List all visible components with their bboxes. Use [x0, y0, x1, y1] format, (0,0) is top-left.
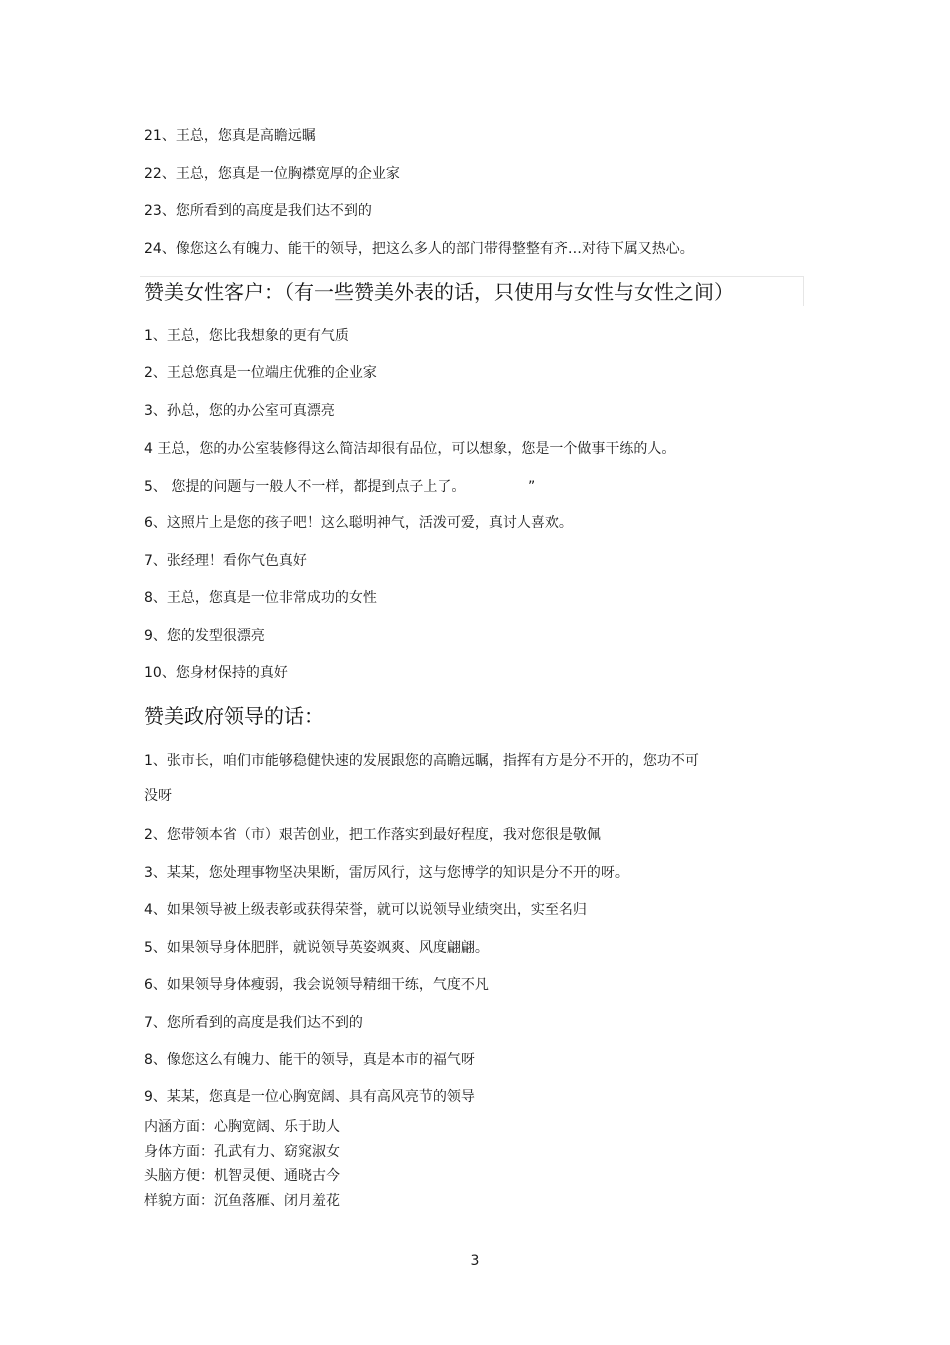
stray-quote-mark: ”	[528, 479, 536, 495]
gov-item-2: 2、您带领本省（市）艰苦创业，把工作落实到最好程度，我对您很是敬佩	[144, 827, 601, 843]
women-item-2: 2、王总您真是一位端庄优雅的企业家	[144, 365, 377, 381]
gov-item-6: 6、如果领导身体瘦弱，我会说领导精细干练，气度不凡	[144, 977, 489, 993]
gov-item-8: 8、像您这么有魄力、能干的领导，真是本市的福气呀	[144, 1052, 475, 1068]
gov-item-1-continued: 没呀	[144, 788, 172, 804]
women-item-4: 4 王总，您的办公室装修得这么简洁却很有品位，可以想象，您是一个做事干练的人。	[144, 441, 676, 457]
aspect-line-mind: 头脑方便：机智灵便、通晓古今	[144, 1168, 340, 1184]
gov-item-3: 3、某某，您处理事物坚决果断，雷厉风行，这与您博学的知识是分不开的呀。	[144, 865, 629, 881]
aspect-line-inner: 内涵方面：心胸宽阔、乐于助人	[144, 1119, 340, 1135]
women-item-5: 5、 您提的问题与一般人不一样，都提到点子上了。	[144, 479, 466, 495]
women-item-7: 7、张经理！看你气色真好	[144, 553, 307, 569]
women-item-6: 6、这照片上是您的孩子吧！这么聪明神气，活泼可爱，真讨人喜欢。	[144, 515, 573, 531]
gov-item-4: 4、如果领导被上级表彰或获得荣誉，就可以说领导业绩突出，实至名归	[144, 902, 587, 918]
gov-item-5: 5、如果领导身体肥胖，就说领导英姿飒爽、风度翩翩。	[144, 940, 489, 956]
list-item-21: 21、王总，您真是高瞻远瞩	[144, 128, 316, 144]
women-item-3: 3、孙总，您的办公室可真漂亮	[144, 403, 335, 419]
aspect-line-appearance: 样貌方面：沉鱼落雁、闭月羞花	[144, 1193, 340, 1209]
page-number: 3	[470, 1253, 480, 1269]
women-item-10: 10、您身材保持的真好	[144, 665, 288, 681]
list-item-24: 24、像您这么有魄力、能干的领导，把这么多人的部门带得整整有齐…对待下属又热心。	[144, 241, 694, 257]
women-item-9: 9、您的发型很漂亮	[144, 628, 265, 644]
women-item-8: 8、王总，您真是一位非常成功的女性	[144, 590, 377, 606]
section-heading-women: 赞美女性客户：（有一些赞美外表的话，只使用与女性与女性之间）	[144, 280, 734, 304]
list-item-22: 22、王总，您真是一位胸襟宽厚的企业家	[144, 166, 400, 182]
gov-item-7: 7、您所看到的高度是我们达不到的	[144, 1015, 363, 1031]
gov-item-9: 9、某某，您真是一位心胸宽阔、具有高风亮节的领导	[144, 1089, 475, 1105]
list-item-23: 23、您所看到的高度是我们达不到的	[144, 203, 372, 219]
aspect-line-body: 身体方面：孔武有力、窈窕淑女	[144, 1144, 340, 1160]
women-item-1: 1、王总，您比我想象的更有气质	[144, 328, 349, 344]
section-heading-government: 赞美政府领导的话：	[144, 704, 324, 728]
gov-item-1: 1、张市长，咱们市能够稳健快速的发展跟您的高瞻远瞩，指挥有方是分不开的，您功不可	[144, 753, 699, 769]
